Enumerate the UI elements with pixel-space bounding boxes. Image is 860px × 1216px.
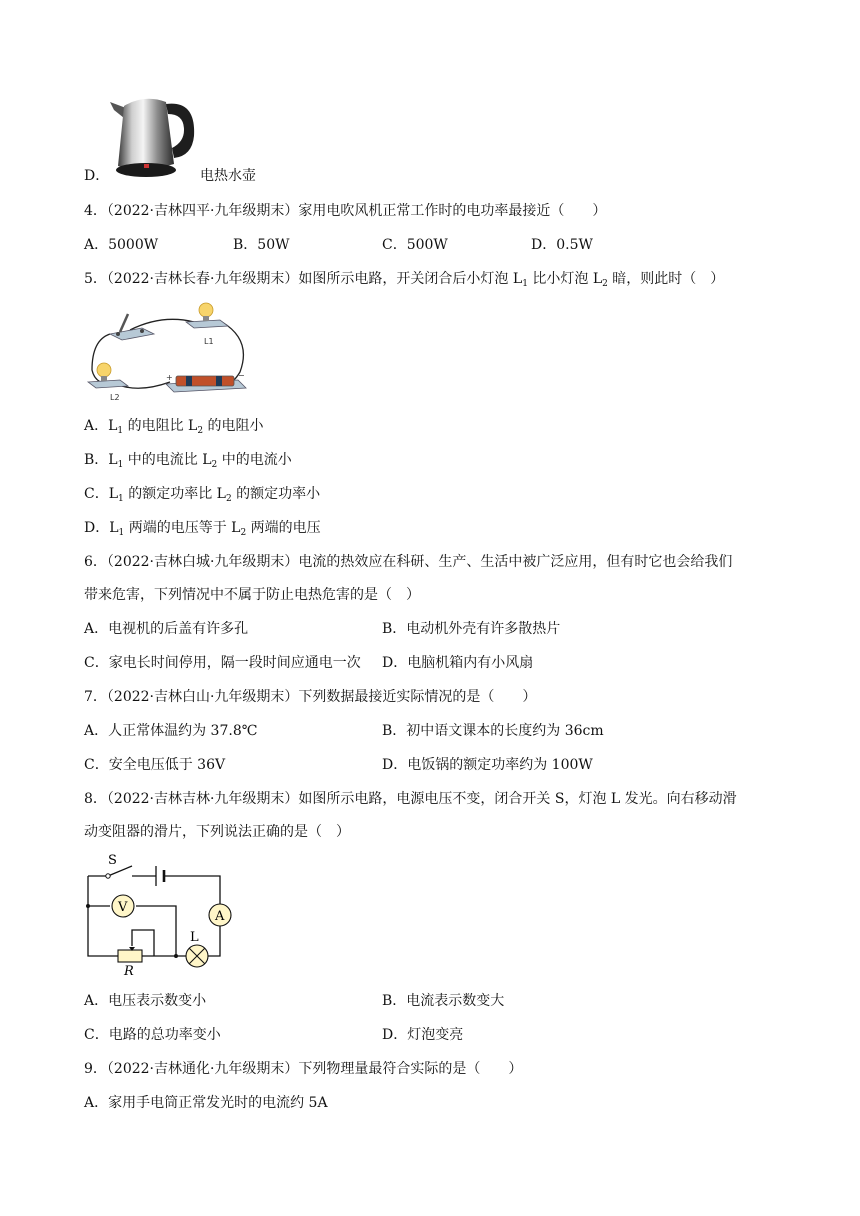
rheostat-label: R (124, 964, 134, 979)
question-8-option-b[interactable]: B．电流表示数变大 (382, 993, 505, 1009)
question-7-option-b[interactable]: B．初中语文课本的长度约为 36cm (382, 723, 604, 739)
question-4-option-b[interactable]: B．50W (233, 237, 290, 253)
question-4-option-d[interactable]: D．0.5W (531, 237, 593, 253)
electric-kettle-image (104, 92, 200, 180)
question-5-stem: 5．（2022·吉林长春·九年级期末）如图所示电路，开关闭合后小灯泡 $L_1$ 比小灯泡 $L_2$ 暗，则此时（ ） (84, 271, 725, 289)
question-6-stem-line-2: 带来危害，下列情况中不属于防止电热危害的是（ ） (84, 587, 420, 603)
switch-label: S (108, 853, 117, 868)
option-d-label: D． (84, 168, 110, 184)
label-plus: + (166, 373, 173, 382)
question-7-option-c[interactable]: C．安全电压低于 36V (84, 757, 226, 773)
question-7-option-a[interactable]: A．人正常体温约为 37.8℃ (84, 723, 258, 739)
lamp-label: L (190, 930, 199, 945)
question-6-option-b[interactable]: B．电动机外壳有许多散热片 (382, 621, 561, 637)
question-6-option-c[interactable]: C．家电长时间停用，隔一段时间应通电一次 (84, 655, 361, 671)
question-7-option-d[interactable]: D．电饭锅的额定功率约为 100W (382, 757, 593, 773)
question-8-option-c[interactable]: C．电路的总功率变小 (84, 1027, 221, 1043)
label-l2: L2 (110, 393, 120, 402)
series-circuit-figure (82, 300, 252, 406)
question-5-option-d[interactable]: D．$L_1$ 两端的电压等于 $L_2$ 两端的电压 (84, 520, 321, 538)
question-4-option-a[interactable]: A．5000W (84, 237, 159, 253)
question-8-option-a[interactable]: A．电压表示数变小 (84, 993, 207, 1009)
question-5-option-a[interactable]: A．$L_1$ 的电阻比 $L_2$ 的电阻小 (84, 418, 264, 436)
question-4-option-c[interactable]: C．500W (382, 237, 448, 253)
question-7-stem: 7．（2022·吉林白山·九年级期末）下列数据最接近实际情况的是（ ） (84, 689, 537, 705)
question-6-option-a[interactable]: A．电视机的后盖有许多孔 (84, 621, 249, 637)
option-d-caption: 电热水壶 (200, 168, 256, 184)
question-6-option-d[interactable]: D．电脑机箱内有小风扇 (382, 655, 534, 671)
ammeter-label: A (215, 909, 225, 924)
question-6-stem-line-1: 6．（2022·吉林白城·九年级期末）电流的热效应在科研、生产、生活中被广泛应用，但有时它也会给我们 (84, 554, 733, 570)
question-8-stem-line-1: 8．（2022·吉林吉林·九年级期末）如图所示电路，电源电压不变，闭合开关 S，灯泡 L 发光。向右移动滑 (84, 791, 737, 807)
question-4-stem: 4．（2022·吉林四平·九年级期末）家用电吹风机正常工作时的电功率最接近（ ） (84, 203, 607, 219)
question-8-stem-line-2: 动变阻器的滑片，下列说法正确的是（ ） (84, 824, 350, 840)
label-l1: L1 (204, 337, 214, 346)
voltmeter-label: V (118, 900, 128, 915)
question-5-option-b[interactable]: B．$L_1$ 中的电流比 $L_2$ 中的电流小 (84, 452, 292, 470)
question-5-option-c[interactable]: C．$L_1$ 的额定功率比 $L_2$ 的额定功率小 (84, 486, 321, 504)
question-9-stem: 9．（2022·吉林通化·九年级期末）下列物理量最符合实际的是（ ） (84, 1061, 523, 1077)
label-minus: − (238, 371, 245, 380)
circuit-diagram-figure (80, 850, 240, 980)
question-9-option-a[interactable]: A．家用手电筒正常发光时的电流约 5A (84, 1095, 328, 1111)
question-8-option-d[interactable]: D．灯泡变亮 (382, 1027, 464, 1043)
